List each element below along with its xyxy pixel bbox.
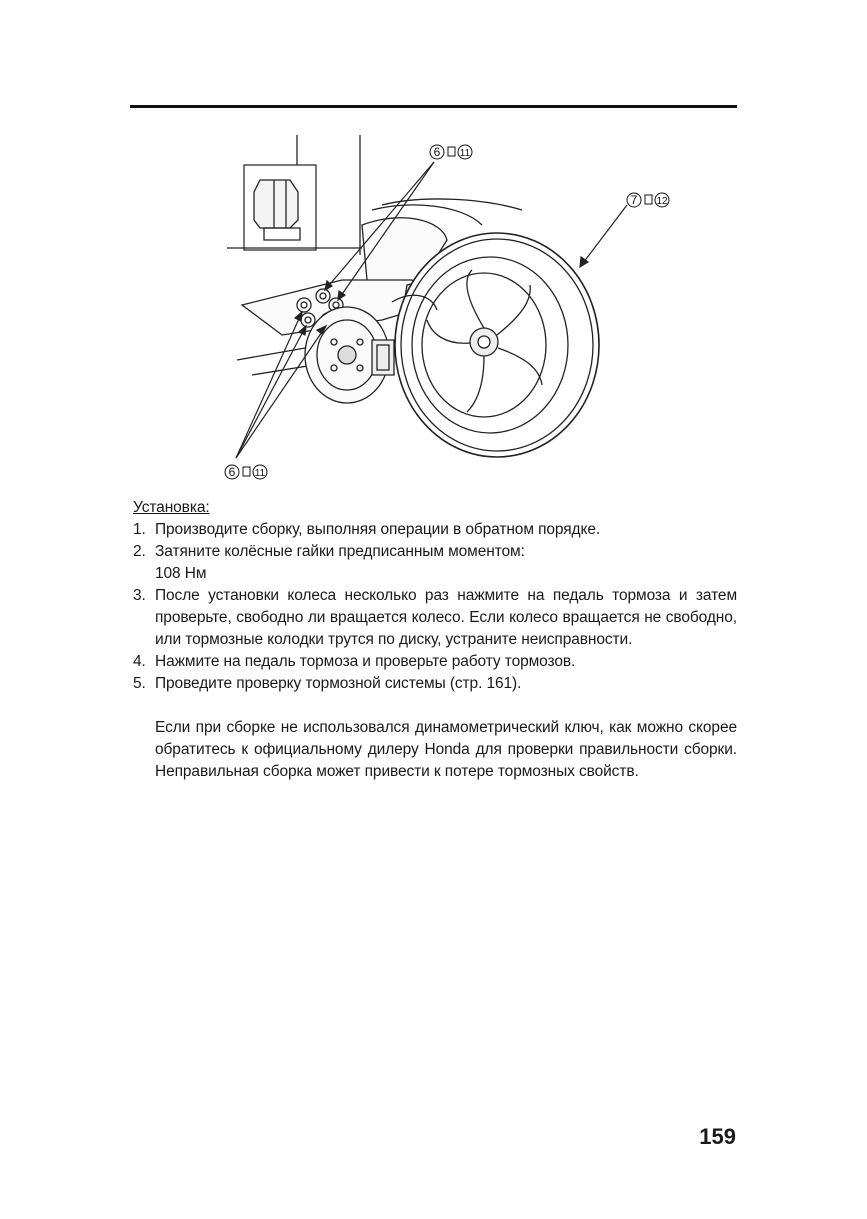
step-number: 1.: [133, 521, 146, 538]
step-text: Нажмите на педаль тормоза и проверьте работу тормозов.: [155, 653, 576, 670]
callout-right-ref: 7: [630, 193, 638, 207]
step-number: 3.: [133, 587, 146, 604]
top-rule: [130, 105, 737, 108]
installation-steps: [133, 519, 737, 695]
inset-nut-detail: [227, 135, 362, 255]
step-text: Производите сборку, выполняя операции в обратном порядке.: [155, 521, 601, 538]
step-item: [133, 585, 737, 651]
step-item: [133, 519, 737, 541]
callout-top-torque: 11: [459, 148, 471, 159]
step-text: Проведите проверку тормозной системы (стр. 161).: [155, 675, 522, 692]
torque-value: 108 Нм: [155, 565, 207, 582]
section-title: Установка:: [133, 499, 210, 516]
callout-top-ref: 6: [433, 145, 441, 159]
page-number: 159: [699, 1124, 736, 1149]
step-item: [133, 673, 737, 695]
step-text: Затяните колёсные гайки предписанным моментом:: [155, 543, 525, 560]
step-number: 2.: [133, 543, 146, 560]
callout-top: [430, 145, 472, 159]
callout-bottom: [225, 465, 267, 479]
torque-wrench-note: Если при сборке не использовался динамометрический ключ, как можно скорее обратитесь к официальному дилеру Honda для проверки правильности сборки. Неправильная сборка может привести к потере тормозных свойств.: [155, 719, 737, 780]
callout-bottom-ref: 6: [228, 465, 236, 479]
brake-disc: [305, 307, 394, 403]
rear-wheel-illustration: [222, 130, 702, 485]
step-text: После установки колеса несколько раз нажмите на педаль тормоза и затем проверьте, свободно ли вращается колесо. Если колесо вращается не свободно, или тормозные колодки трутся по диску, устраните неисправности.: [155, 587, 737, 648]
step-item: [133, 541, 737, 563]
step-item: [133, 651, 737, 673]
leader-line-right: [580, 205, 627, 267]
callout-right-torque: 12: [656, 196, 668, 207]
callout-right: [627, 193, 669, 207]
step-number: 5.: [133, 675, 146, 692]
callout-bottom-torque: 11: [254, 468, 266, 479]
installation-section: [133, 497, 737, 783]
step-number: 4.: [133, 653, 146, 670]
